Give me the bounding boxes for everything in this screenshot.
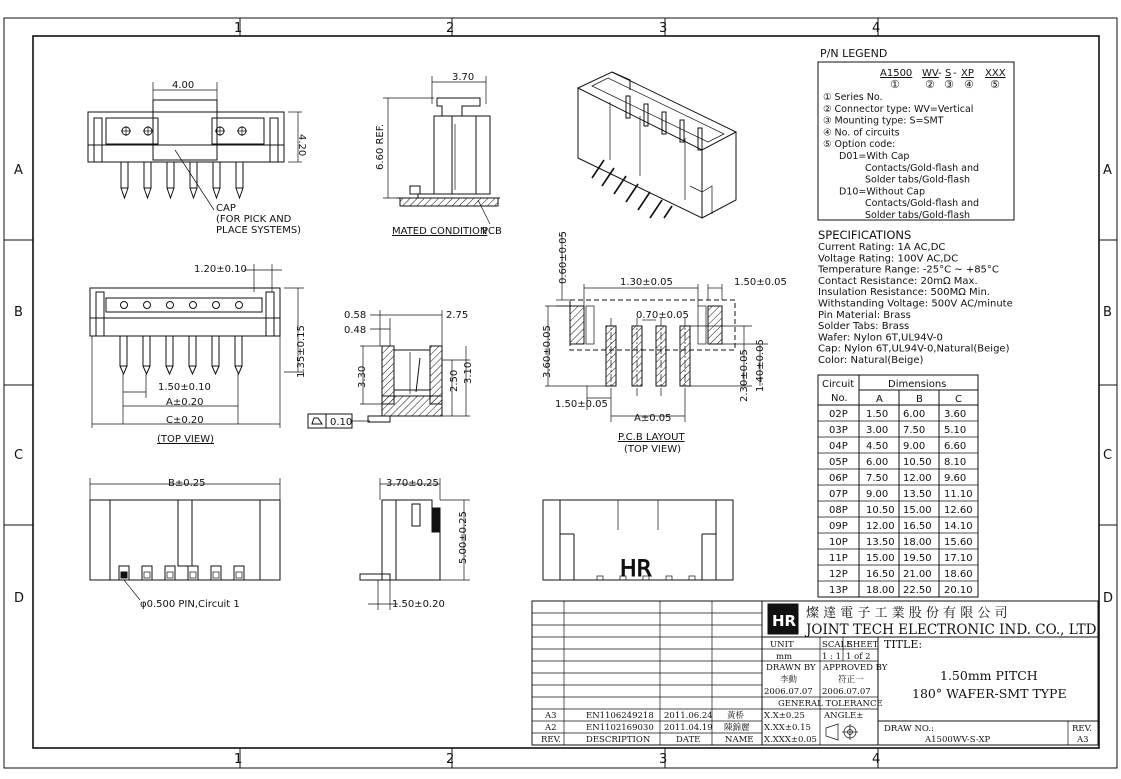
- cap-note-line: PLACE SYSTEMS): [216, 225, 302, 236]
- row-label: C: [1103, 448, 1113, 463]
- table-header-circuit: Circuit: [822, 379, 855, 390]
- dim-1-20: 1.20±0.10: [194, 264, 247, 275]
- isometric-view: [578, 72, 736, 218]
- column-label: 2: [446, 21, 455, 36]
- table-cell-circuit: 03P: [829, 425, 848, 436]
- table-cell-circuit: 08P: [829, 505, 848, 516]
- draw-no-label: DRAW NO.:: [884, 724, 934, 734]
- dim-1-50-020: 1.50±0.20: [392, 599, 445, 610]
- dim-1-30: 1.30±0.05: [620, 277, 673, 288]
- dim-c-020: C±0.20: [166, 415, 204, 426]
- pn-segment: XXX: [985, 68, 1006, 79]
- specifications: [817, 228, 1013, 366]
- spec-line: Color: Natural(Beige): [818, 355, 924, 366]
- pn-segment: XP: [961, 68, 974, 79]
- pcb-layout-view: [542, 231, 787, 455]
- table-rows: [818, 409, 978, 596]
- table-cell: 16.50: [866, 569, 895, 580]
- dim-3-60: 3.60±0.05: [542, 325, 553, 378]
- pcb-layout-label: P.C.B LAYOUT: [618, 432, 685, 443]
- rev-cell: A3: [545, 711, 557, 721]
- row-label: D: [14, 591, 25, 606]
- spec-line: Withstanding Voltage: 500V AC/minute: [818, 298, 1013, 310]
- company-logo-text: HR: [772, 612, 797, 630]
- table-cell: 6.60: [944, 441, 967, 452]
- table-cell: 9.00: [866, 489, 889, 500]
- table-cell: 13.50: [866, 537, 895, 548]
- table-header-dimensions: Dimensions: [888, 379, 947, 390]
- dim-5-00: 5.00±0.25: [458, 511, 469, 564]
- table-cell: 22.50: [903, 585, 932, 596]
- pn-marker: ③: [944, 78, 954, 91]
- table-cell: 6.00: [866, 457, 889, 468]
- table-cell: 12.60: [944, 505, 973, 516]
- spec-line: Temperature Range: -25°C ~ +85°C: [818, 264, 999, 276]
- dim-a-020: A±0.20: [166, 397, 204, 408]
- rev-desc-cell: EN1102169030: [586, 723, 654, 733]
- drawn-by-label: DRAWN BY: [766, 663, 816, 673]
- pn-marker: ①: [890, 78, 900, 91]
- table-cell-circuit: 07P: [829, 489, 848, 500]
- dim-1-40: 1.40±0.05: [755, 339, 766, 392]
- table-cell: 3.00: [866, 425, 889, 436]
- table-cell-circuit: 10P: [829, 537, 848, 548]
- column-label: 4: [872, 21, 881, 36]
- spec-line: Wafer: Nylon 6T,UL94V-0: [818, 332, 943, 344]
- dim-3-70-025: 3.70±0.25: [386, 478, 439, 489]
- table-cell: 18.00: [866, 585, 895, 596]
- draw-no-value: A1500WV-S-XP: [925, 735, 991, 745]
- mated-condition-label: MATED CONDITION: [392, 226, 488, 237]
- table-header-c: C: [955, 394, 962, 405]
- dim-1-50-005-top: 1.50±0.05: [734, 277, 787, 288]
- table-cell: 16.50: [903, 521, 932, 532]
- legend-line: ① Series No.: [823, 92, 883, 103]
- table-cell: 4.50: [866, 441, 889, 452]
- table-cell: 7.50: [866, 473, 889, 484]
- dim-0-58: 0.58: [344, 310, 367, 321]
- approved-by-value: 符正一: [838, 675, 864, 685]
- row-label: A: [14, 163, 23, 178]
- spec-line: Cap: Nylon 6T,UL94V-0,Natural(Beige): [818, 343, 1010, 355]
- tolerance-2: X.XX±0.15: [764, 723, 811, 733]
- table-header-no: No.: [831, 393, 848, 404]
- table-cell: 3.60: [944, 409, 967, 420]
- table-cell: 10.50: [866, 505, 895, 516]
- tolerance-3: X.XXX±0.05: [764, 735, 817, 745]
- unit-label: UNIT: [770, 640, 794, 650]
- dim-2-30: 2.30±0.05: [739, 349, 750, 402]
- table-cell: 13.50: [903, 489, 932, 500]
- side-view: [360, 478, 470, 610]
- spec-line: Current Rating: 1A AC,DC: [818, 242, 946, 253]
- dim-1-50-010: 1.50±0.10: [158, 382, 211, 393]
- rev-header: REV.: [541, 735, 561, 745]
- approved-date: 2006.07.07: [822, 687, 871, 697]
- dim-2-75: 2.75: [446, 310, 469, 321]
- title-line-2: 180° WAFER-SMT TYPE: [912, 686, 1067, 701]
- legend-line: ② Connector type: WV=Vertical: [823, 103, 974, 115]
- table-header-a: A: [876, 394, 883, 405]
- rev-name-cell: 陳錦麗: [724, 723, 750, 733]
- pn-segment: S: [945, 68, 952, 79]
- pn-separator: -: [938, 68, 942, 79]
- dim-2-50: 2.50: [449, 369, 460, 392]
- column-label: 1: [234, 21, 243, 36]
- projection-symbol-icon: [826, 724, 858, 740]
- table-cell: 18.60: [944, 569, 973, 580]
- side-section-view: [308, 310, 474, 428]
- row-label: D: [1103, 591, 1114, 606]
- table-cell-circuit: 02P: [829, 409, 848, 420]
- table-cell: 11.10: [944, 489, 973, 500]
- column-label: 3: [659, 21, 668, 36]
- legend-line: ④ No. of circuits: [823, 127, 900, 139]
- column-label: 4: [872, 752, 881, 767]
- dim-0-60: 0.60±0.05: [558, 231, 569, 284]
- legend-lines: [823, 92, 979, 221]
- rev-name-cell: 黃桥: [727, 711, 745, 721]
- table-cell: 15.00: [903, 505, 932, 516]
- rev-date-cell: 2011.06.24: [664, 711, 713, 721]
- pn-marker: ④: [964, 78, 974, 91]
- table-cell: 14.10: [944, 521, 973, 532]
- title-block: [532, 601, 1100, 745]
- top-view: [90, 264, 307, 445]
- table-cell-circuit: 06P: [829, 473, 848, 484]
- spec-lines: [817, 242, 1013, 366]
- table-cell: 6.00: [903, 409, 926, 420]
- hr-logo-text: HR: [620, 557, 652, 582]
- pin-note: φ0.500 PIN,Circuit 1: [140, 599, 240, 610]
- sheet-value: 1 of 2: [846, 652, 871, 662]
- dim-0-48: 0.48: [344, 325, 367, 336]
- row-label: B: [14, 305, 23, 320]
- table-cell: 15.60: [944, 537, 973, 548]
- row-label: C: [14, 448, 24, 463]
- desc-header: DESCRIPTION: [586, 735, 651, 745]
- dim-1-50-005-bot: 1.50±0.05: [555, 399, 608, 410]
- legend-line: Contacts/Gold-flash and: [865, 162, 980, 174]
- pn-marker: ⑤: [990, 78, 1000, 91]
- row-label: A: [1103, 163, 1112, 178]
- dim-3-70: 3.70: [452, 72, 475, 83]
- spec-line: Voltage Rating: 100V AC,DC: [818, 253, 959, 265]
- spec-line: Insulation Resistance: 500MΩ Min.: [818, 287, 990, 299]
- drawn-by-value: 李動: [780, 675, 798, 685]
- front-view: [90, 478, 280, 610]
- angle-label: ANGLE±: [824, 711, 864, 721]
- pn-segment: WV: [922, 68, 939, 79]
- legend-line: ⑤ Option code:: [823, 139, 896, 151]
- dim-b-025: B±0.25: [168, 478, 206, 489]
- table-header-b: B: [916, 394, 923, 405]
- title-label: TITLE:: [884, 638, 923, 651]
- table-cell-circuit: 09P: [829, 521, 848, 532]
- row-label: B: [1103, 305, 1112, 320]
- pcb-layout-sublabel: (TOP VIEW): [624, 444, 681, 455]
- table-cell: 12.00: [866, 521, 895, 532]
- table-cell: 1.50: [866, 409, 889, 420]
- spec-title: SPECIFICATIONS: [818, 228, 912, 242]
- dim-0-10-flatness: 0.10: [330, 417, 353, 428]
- dim-6-60-ref: 6.60 REF.: [375, 123, 386, 170]
- table-cell: 17.10: [944, 553, 973, 564]
- iso-pins: [592, 96, 702, 218]
- legend-line: D10=Without Cap: [839, 186, 925, 198]
- table-cell: 20.10: [944, 585, 973, 596]
- company-name-cn: 燦 達 電 子 工 業 股 份 有 限 公 司: [806, 606, 1008, 621]
- pn-marker: ②: [925, 78, 935, 91]
- table-cell: 5.10: [944, 425, 967, 436]
- spec-line: Solder Tabs: Brass: [818, 321, 910, 333]
- cap-top-view: [88, 80, 307, 236]
- general-tolerance: GENERAL TOLERANCE: [778, 699, 883, 709]
- scale-label: SCALE: [822, 640, 853, 650]
- rev-desc-cell: EN1106249218: [586, 711, 654, 721]
- column-label: 1: [234, 752, 243, 767]
- name-header: NAME: [725, 735, 754, 745]
- pcb-label: PCB: [482, 226, 502, 237]
- pn-legend: [818, 47, 1014, 221]
- legend-line: ③ Mounting type: S=SMT: [823, 115, 944, 127]
- rev-cell: A2: [545, 723, 557, 733]
- table-cell: 9.00: [903, 441, 926, 452]
- back-view: [543, 500, 733, 582]
- pn-segment: A1500: [880, 68, 913, 79]
- mated-condition-view: [375, 72, 502, 237]
- table-cell: 15.00: [866, 553, 895, 564]
- dim-a-005: A±0.05: [634, 413, 672, 424]
- spec-line: Pin Material: Brass: [818, 309, 911, 321]
- legend-line: D01=With Cap: [839, 151, 910, 162]
- table-cell: 10.50: [903, 457, 932, 468]
- table-cell: 8.10: [944, 457, 967, 468]
- date-header: DATE: [676, 735, 701, 745]
- legend-line: Solder tabs/Gold-flash: [865, 210, 971, 221]
- dim-0-70: 0.70±0.05: [636, 310, 689, 321]
- table-cell: 21.00: [903, 569, 932, 580]
- dim-4-00: 4.00: [172, 80, 195, 91]
- table-cell: 7.50: [903, 425, 926, 436]
- rev-value: A3: [1077, 735, 1089, 745]
- table-cell-circuit: 13P: [829, 585, 848, 596]
- cap-note-line: CAP: [216, 203, 236, 214]
- dim-3-10: 3.10: [463, 361, 474, 384]
- pn-separator: -: [953, 68, 957, 79]
- cap-note-line: (FOR PICK AND: [216, 214, 292, 225]
- table-cell-circuit: 11P: [829, 553, 848, 564]
- drawn-date: 2006.07.07: [764, 687, 813, 697]
- top-view-label: (TOP VIEW): [157, 434, 214, 445]
- dimension-table: [818, 375, 978, 597]
- title-line-1: 1.50mm PITCH: [940, 668, 1038, 683]
- rev-label: REV.: [1072, 724, 1092, 734]
- dim-4-20: 4.20: [296, 134, 307, 157]
- dim-3-30: 3.30: [357, 365, 368, 388]
- table-cell: 19.50: [903, 553, 932, 564]
- unit-value: mm: [776, 652, 793, 662]
- table-cell: 9.60: [944, 473, 967, 484]
- legend-title: P/N LEGEND: [820, 47, 888, 60]
- tolerance-1: X.X±0.25: [764, 711, 805, 721]
- table-cell-circuit: 05P: [829, 457, 848, 468]
- legend-line: Solder tabs/Gold-flash: [865, 174, 971, 186]
- approved-by-label: APPROVED BY: [823, 663, 888, 673]
- company-name-en: JOINT TECH ELECTRONIC IND. CO., LTD.: [806, 622, 1101, 638]
- table-cell: 18.00: [903, 537, 932, 548]
- table-cell-circuit: 04P: [829, 441, 848, 452]
- table-cell-circuit: 12P: [829, 569, 848, 580]
- sheet-label: SHEET: [847, 640, 879, 650]
- drawing-frame: [4, 18, 1117, 768]
- scale-value: 1 : 1: [822, 652, 842, 662]
- rev-date-cell: 2011.04.19: [664, 723, 713, 733]
- legend-line: Contacts/Gold-flash and: [865, 198, 980, 210]
- column-label: 2: [446, 752, 455, 767]
- table-cell: 12.00: [903, 473, 932, 484]
- dim-1-35: 1.35±0.15: [296, 325, 307, 378]
- column-label: 3: [659, 752, 668, 767]
- spec-line: Contact Resistance: 20mΩ Max.: [818, 275, 978, 287]
